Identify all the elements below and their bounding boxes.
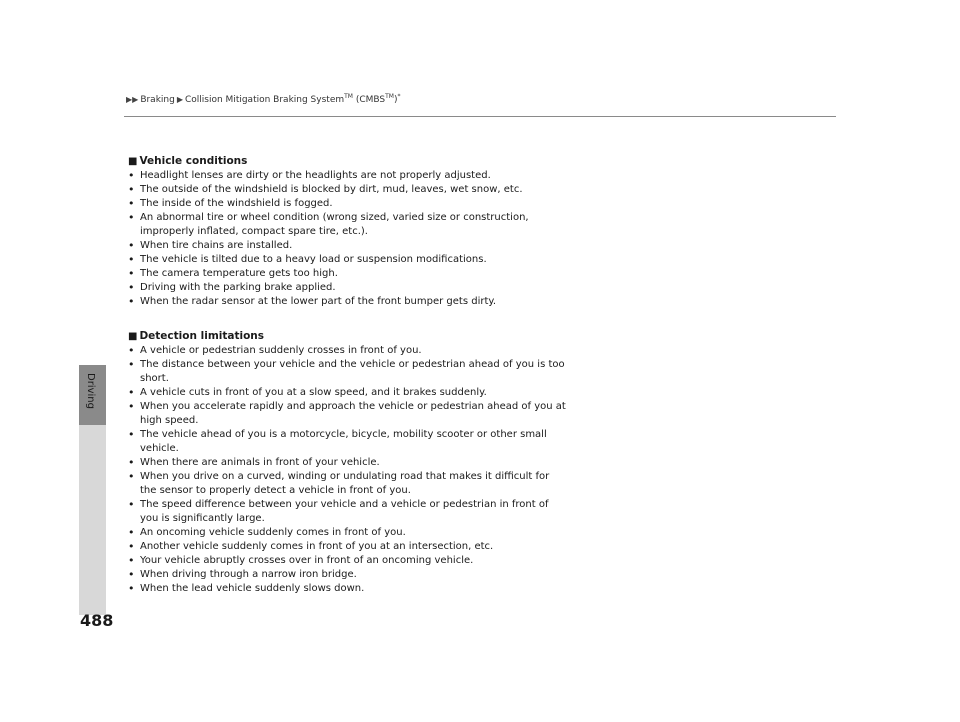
list-item: • The vehicle is tilted due to a heavy load or suspension modifications. — [128, 253, 568, 267]
list-item: • When you drive on a curved, winding or undulating road that makes it difficult for the sensor to properly detect a vehicle in front of you. — [128, 470, 568, 498]
bullet-list — [128, 344, 568, 596]
list-item: • The outside of the windshield is blocked by dirt, mud, leaves, wet snow, etc. — [128, 183, 568, 197]
bullet-list — [128, 169, 568, 309]
list-item: • Driving with the parking brake applied. — [128, 281, 568, 295]
list-item: • Another vehicle suddenly comes in front of you at an intersection, etc. — [128, 540, 568, 554]
list-item: • An oncoming vehicle suddenly comes in front of you. — [128, 526, 568, 540]
list-item: • When tire chains are installed. — [128, 239, 568, 253]
breadcrumb-arrow-icon: ▶ — [176, 95, 183, 104]
list-item: • When you accelerate rapidly and approach the vehicle or pedestrian ahead of you at high speed. — [128, 400, 568, 428]
list-item: • The inside of the windshield is fogged. — [128, 197, 568, 211]
heading-square-icon: ■ — [128, 331, 138, 342]
list-item: • A vehicle or pedestrian suddenly crosses in front of you. — [128, 344, 568, 358]
list-item: • When the radar sensor at the lower part of the front bumper gets dirty. — [128, 295, 568, 309]
list-item: • When the lead vehicle suddenly slows down. — [128, 582, 568, 596]
section-spacer — [128, 309, 568, 329]
section-vehicle-conditions — [128, 154, 568, 309]
list-item: • The speed difference between your vehicle and a vehicle or pedestrian in front of you is significantly large. — [128, 498, 568, 526]
side-tab-bar — [79, 425, 106, 615]
section-detection-limitations — [128, 329, 568, 596]
side-tab-label: Driving — [85, 373, 96, 409]
breadcrumb — [126, 93, 400, 105]
list-item: • A vehicle cuts in front of you at a slow speed, and it brakes suddenly. — [128, 386, 568, 400]
main-content — [128, 154, 568, 596]
list-item: • When there are animals in front of your vehicle. — [128, 456, 568, 470]
list-item: • An abnormal tire or wheel condition (wrong sized, varied size or construction, improperly inflated, compact spare tire, etc.). — [128, 211, 568, 239]
section-heading: ■ Vehicle conditions — [128, 155, 248, 167]
list-item: • Headlight lenses are dirty or the headlights are not properly adjusted. — [128, 169, 568, 183]
breadcrumb-item-cmbs[interactable]: Collision Mitigation Braking System™ (CMBS™) — [185, 93, 398, 105]
breadcrumb-double-arrow-icon: ▶▶ — [126, 95, 139, 104]
page-number: 488 — [80, 611, 114, 630]
list-item: • The camera temperature gets too high. — [128, 267, 568, 281]
list-item: • Your vehicle abruptly crosses over in front of an oncoming vehicle. — [128, 554, 568, 568]
list-item: • When driving through a narrow iron bridge. — [128, 568, 568, 582]
list-item: • The distance between your vehicle and the vehicle or pedestrian ahead of you is too short. — [128, 358, 568, 386]
header-divider — [124, 116, 836, 117]
section-heading: ■ Detection limitations — [128, 330, 265, 342]
breadcrumb-item-braking[interactable]: Braking — [140, 95, 175, 105]
footnote-asterisk: * — [397, 93, 401, 100]
list-item: • The vehicle ahead of you is a motorcycle, bicycle, mobility scooter or other small vehicle. — [128, 428, 568, 456]
heading-square-icon: ■ — [128, 156, 138, 167]
